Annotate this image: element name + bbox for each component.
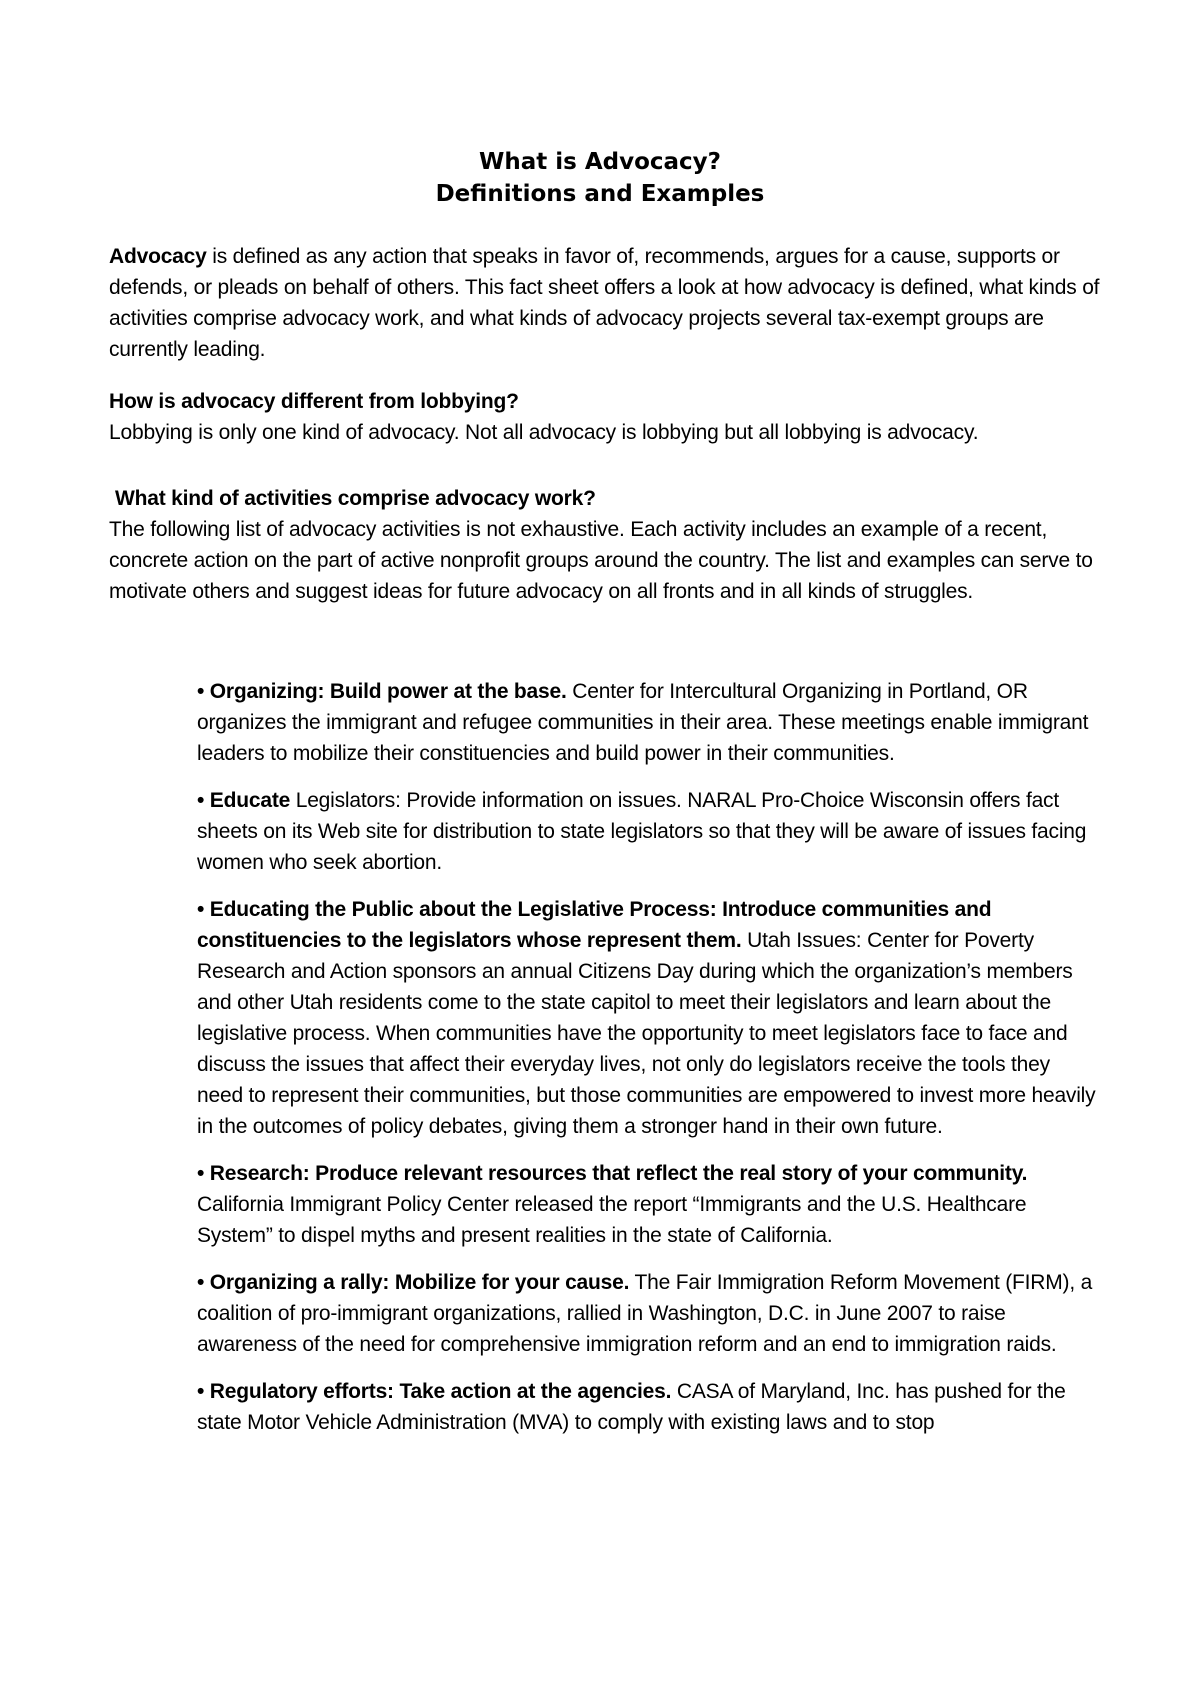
intro-lead-term: Advocacy (109, 245, 207, 268)
bullet-marker: • (197, 1162, 210, 1185)
intro-text: is defined as any action that speaks in favor of, recommends, argues for a cause, supports or defends, or pleads on behalf of others. This fact sheet offers a look at how advocacy is defined, what kinds of activities comprise advocacy work, and what kinds of advocacy projects several tax-exempt groups are currently leading. (109, 245, 1100, 361)
bullet-marker: • (197, 1271, 210, 1294)
lobbying-text: Lobbying is only one kind of advocacy. Not all advocacy is lobbying but all lobbying is advocacy. (109, 421, 979, 444)
list-item-text: Legislators: Provide information on issues. NARAL Pro-Choice Wisconsin offers fact sheets on its Web site for distribution to state legislators so that they will be aware of issues facing women who seek abortion. (197, 789, 1087, 874)
list-item-heading: Regulatory efforts: Take action at the agencies. (209, 1380, 672, 1403)
list-item-heading: Research: Produce relevant resources that reflect the real story of your community. (209, 1162, 1028, 1185)
bullet-marker: • (197, 898, 210, 921)
bullet-marker: • (197, 1380, 210, 1403)
list-item (197, 676, 1097, 769)
list-item (197, 1158, 1097, 1251)
list-item (197, 894, 1097, 1142)
title-line-2: Definitions and Examples (435, 181, 765, 207)
list-item-heading: Organizing: Build power at the base. (209, 680, 567, 703)
bullet-marker: • (197, 789, 210, 812)
list-item (197, 1267, 1097, 1360)
activities-heading: What kind of activities comprise advocacy work? (115, 487, 596, 510)
lobbying-section (109, 386, 1105, 448)
activities-section (109, 483, 1105, 607)
activities-list (197, 676, 1097, 1454)
list-item-text: The Fair Immigration Reform Movement (FIRM), a coalition of pro-immigrant organizations, rallied in Washington, D.C. in June 2007 to raise awareness of the need for comprehensive immigration reform and an end to immigration raids. (197, 1271, 1093, 1356)
lobbying-heading: How is advocacy different from lobbying? (109, 390, 519, 413)
list-item-heading: Educating the Public about the Legislative Process: Introduce communities and constituencies to the legislators whose represent them. (197, 898, 992, 952)
list-item (197, 785, 1097, 878)
document-title (0, 146, 1200, 210)
list-item-text: CASA of Maryland, Inc. has pushed for the state Motor Vehicle Administration (MVA) to comply with existing laws and to stop (197, 1380, 1066, 1434)
list-item-heading: Educate (209, 789, 291, 812)
intro-paragraph (109, 241, 1105, 365)
list-item-text: California Immigrant Policy Center released the report “Immigrants and the U.S. Healthcare System” to dispel myths and present realities in the state of California. (197, 1193, 1027, 1247)
list-item-text: Utah Issues: Center for Poverty Research and Action sponsors an annual Citizens Day during which the organization’s members and other Utah residents come to the state capitol to meet their legislators and learn about the legislative process. When communities have the opportunity to meet legislators face to face and discuss the issues that affect their everyday lives, not only do legislators receive the tools they need to represent their communities, but those communities are empowered to invest more heavily in the outcomes of policy debates, giving them a stronger hand in their own future. (197, 929, 1096, 1138)
list-item (197, 1376, 1097, 1438)
bullet-marker: • (197, 680, 210, 703)
list-item-heading: Organizing a rally: Mobilize for your cause. (209, 1271, 630, 1294)
title-line-1: What is Advocacy? (478, 149, 722, 175)
activities-text: The following list of advocacy activities is not exhaustive. Each activity includes an example of a recent, concrete action on the part of active nonprofit groups around the country. The list and examples can serve to motivate others and suggest ideas for future advocacy on all fronts and in all kinds of struggles. (109, 518, 1093, 603)
list-item-text: Center for Intercultural Organizing in Portland, OR organizes the immigrant and refugee communities in their area. These meetings enable immigrant leaders to mobilize their constituencies and build power in their communities. (197, 680, 1089, 765)
